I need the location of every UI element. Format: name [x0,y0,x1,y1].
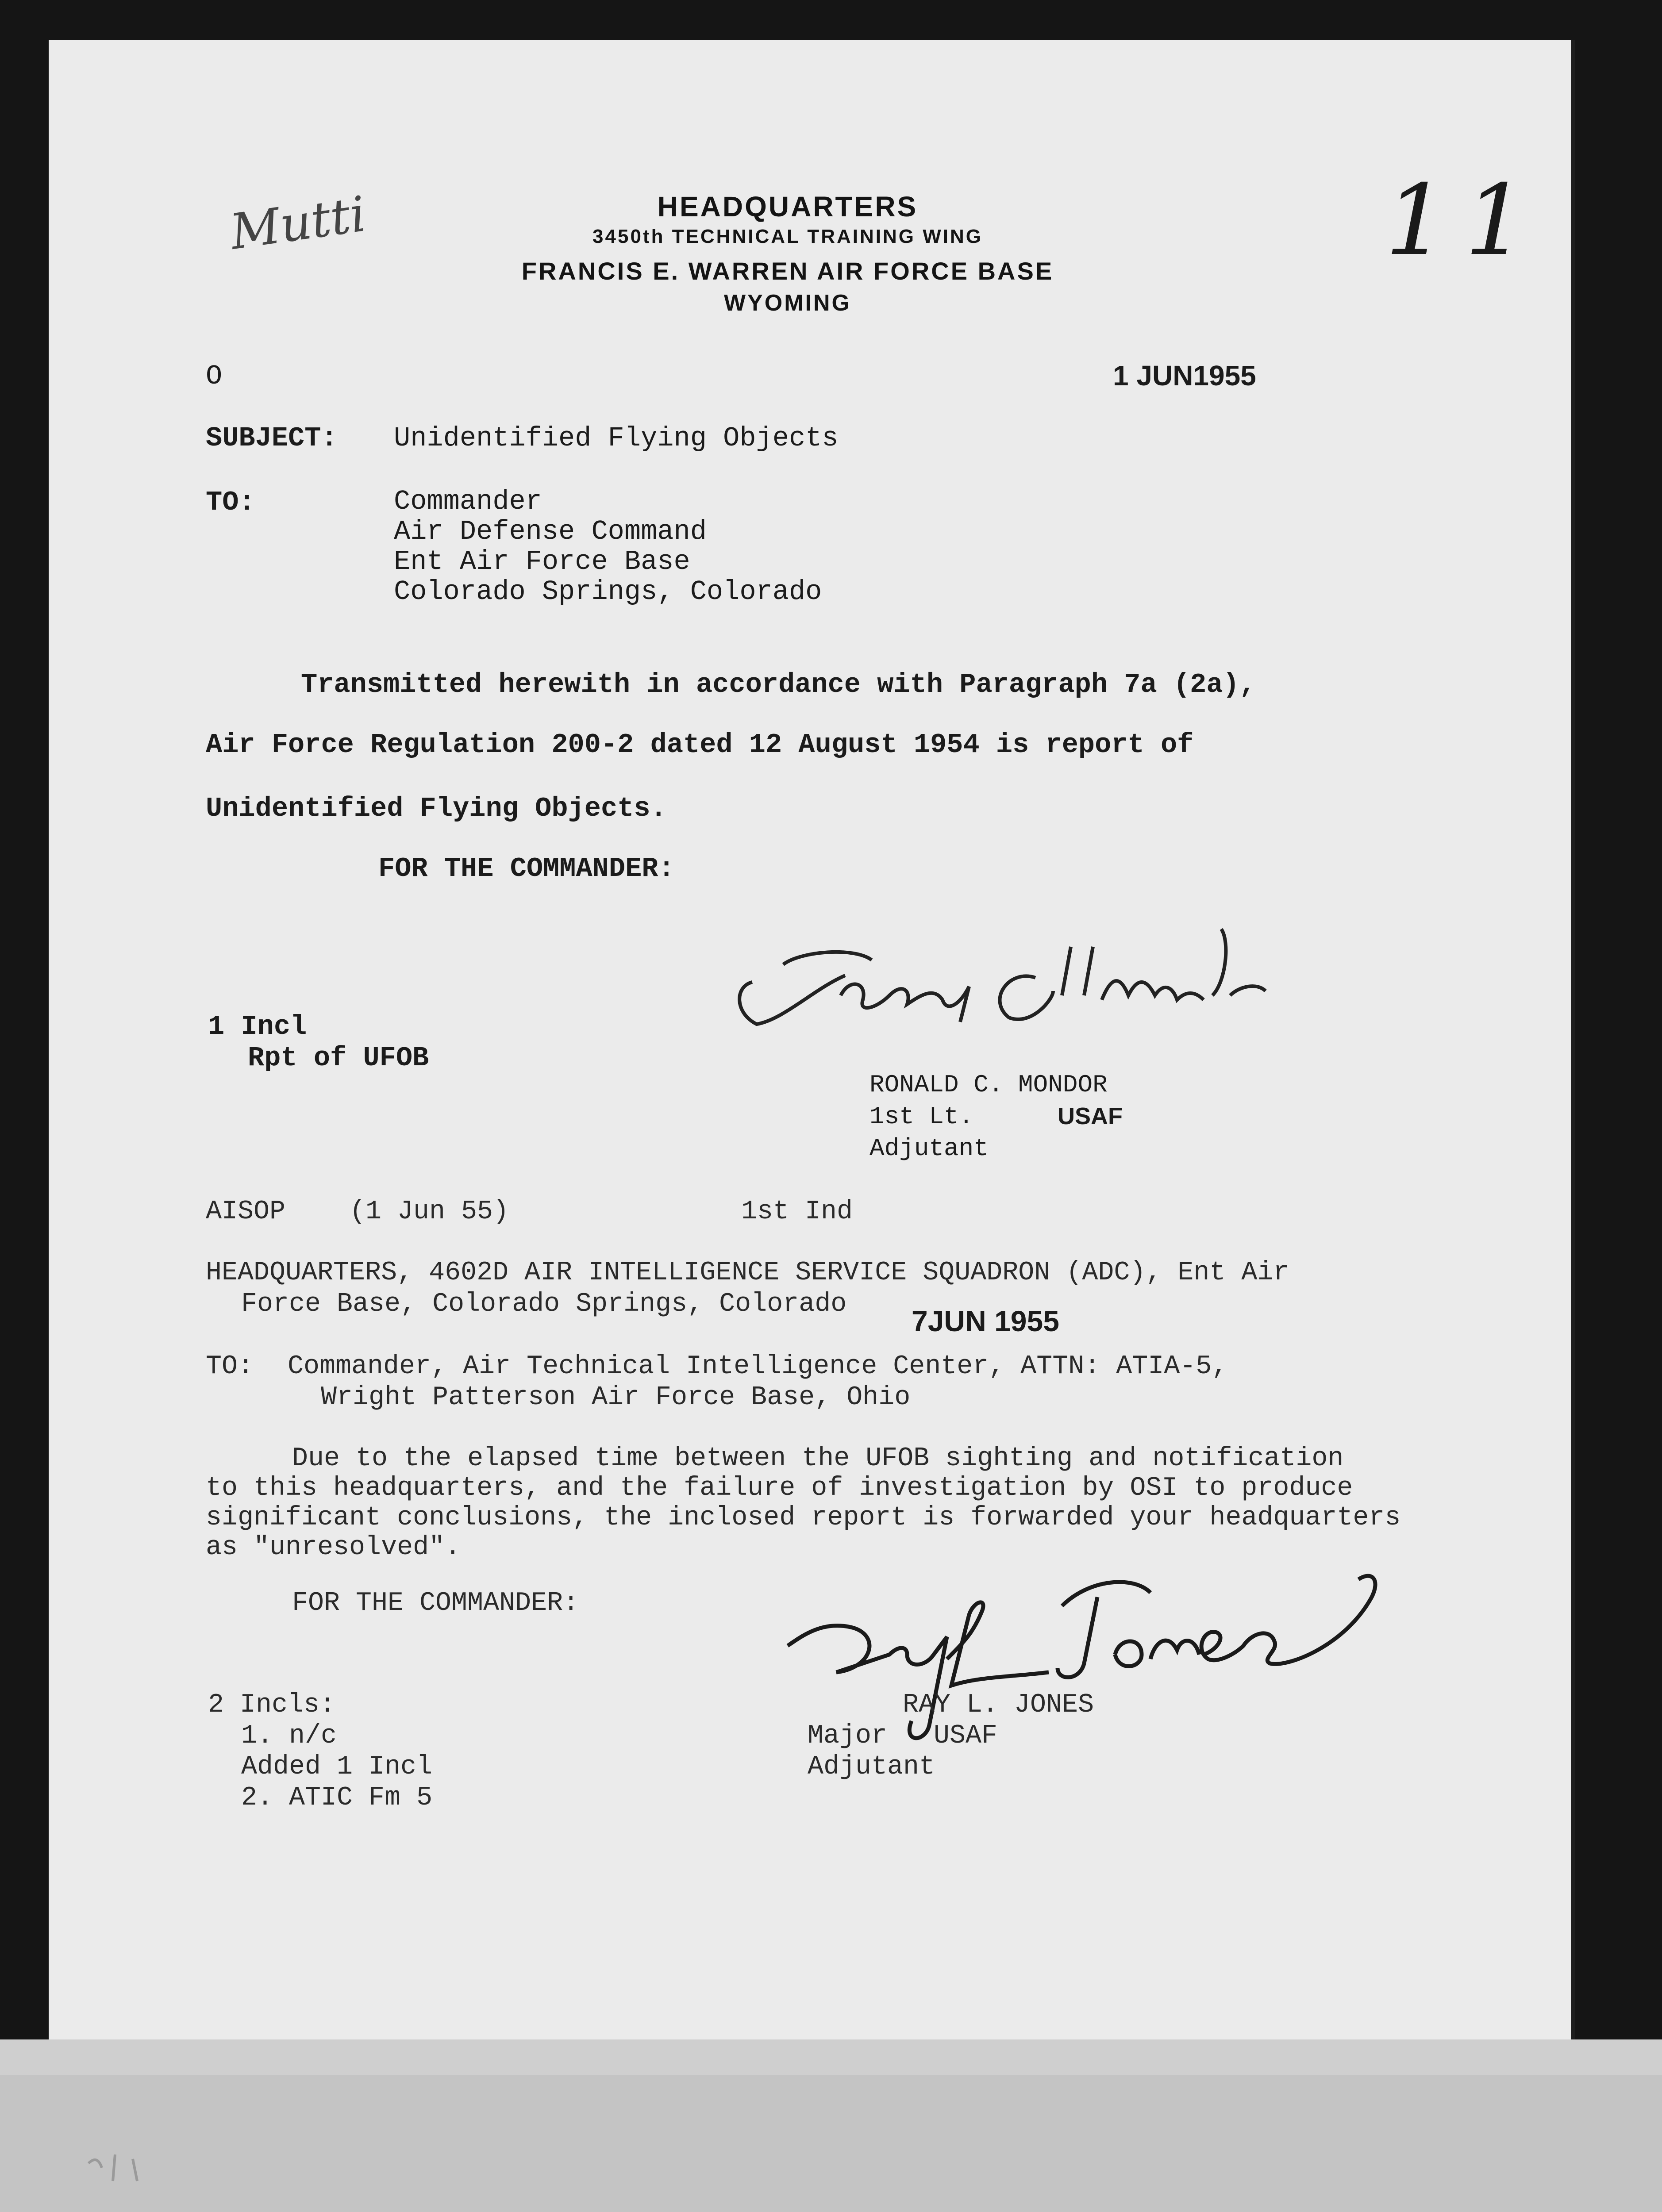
ind-to-line-2: Wright Patterson Air Force Base, Ohio [321,1382,911,1413]
ind-label: 1st Ind [741,1197,853,1227]
reference-mark: O [206,361,223,392]
subject-text: Unidentified Flying Objects [394,422,839,454]
incl-line-2: Rpt of UFOB [248,1042,429,1074]
bleed-through-marks [0,2075,1662,2212]
ind-from-line-2: Force Base, Colorado Springs, Colorado [241,1289,847,1319]
ind-to-line-1: Commander, Air Technical Intelligence Center, ATTN: ATIA-5, [288,1352,1228,1382]
ind-incl-line-2: 1. n/c [241,1721,337,1751]
ind-signer-title: Adjutant [808,1752,935,1782]
signer-rank: 1st Lt. [869,1102,974,1131]
letterhead-wing: 3450th TECHNICAL TRAINING WING [592,226,983,247]
ind-body-line-4: as "unresolved". [206,1532,461,1563]
to-line-3: Ent Air Force Base [394,546,690,577]
film-gap [0,2039,1662,2075]
subject-label: SUBJECT: [206,422,338,454]
to-line-4: Colorado Springs, Colorado [394,576,822,607]
letterhead-title: HEADQUARTERS [657,191,918,223]
ind-to-label: TO: [206,1352,254,1382]
body-line-3: Unidentified Flying Objects. [206,793,667,824]
signer-title: Adjutant [869,1134,989,1163]
page-number: 11 [1385,164,1544,277]
ind-incl-line-3: Added 1 Incl [241,1752,433,1782]
ind-incl-line-4: 2. ATIC Fm 5 [241,1783,433,1813]
ind-signer-service: USAF [934,1721,998,1751]
body-line-2: Air Force Regulation 200-2 dated 12 August 1954 is report of [206,729,1194,760]
signer-name: RONALD C. MONDOR [869,1071,1108,1099]
ind-from-line-1: HEADQUARTERS, 4602D AIR INTELLIGENCE SERVICE SQUADRON (ADC), Ent Air [206,1258,1289,1288]
ind-closing: FOR THE COMMANDER: [292,1588,579,1618]
letterhead-base: FRANCIS E. WARREN AIR FORCE BASE [521,257,1054,285]
to-line-1: Commander [394,486,542,517]
next-page-edge [0,2075,1662,2212]
date-stamp: 1 JUN1955 [1113,360,1256,392]
body-line-1: Transmitted herewith in accordance with Paragraph 7a (2a), [301,669,1256,700]
ind-body-line-2: to this headquarters, and the failure of investigation by OSI to produce [206,1473,1353,1503]
signature-mondor [726,929,1301,1044]
margin-note: Mutti [227,185,369,261]
signer-service: USAF [1058,1103,1123,1129]
ind-body-line-3: significant conclusions, the inclosed report is forwarded your headquarters [206,1503,1401,1533]
incl-line-1: 1 Incl [208,1011,307,1042]
ind-body-line-1: Due to the elapsed time between the UFOB sighting and notification [292,1444,1344,1474]
ind-date: (1 Jun 55) [350,1197,509,1227]
letterhead-state: WYOMING [724,290,851,316]
ind-office: AISOP [206,1197,286,1227]
closing: FOR THE COMMANDER: [378,853,675,884]
to-line-2: Air Defense Command [394,516,707,547]
ind-signer-name: RAY L. JONES [903,1690,1094,1720]
ind-incl-line-1: 2 Incls: [208,1690,336,1720]
ind-signer-rank: Major [808,1721,888,1751]
ind-date-stamp: 7JUN 1955 [912,1305,1059,1337]
to-label: TO: [206,487,255,518]
